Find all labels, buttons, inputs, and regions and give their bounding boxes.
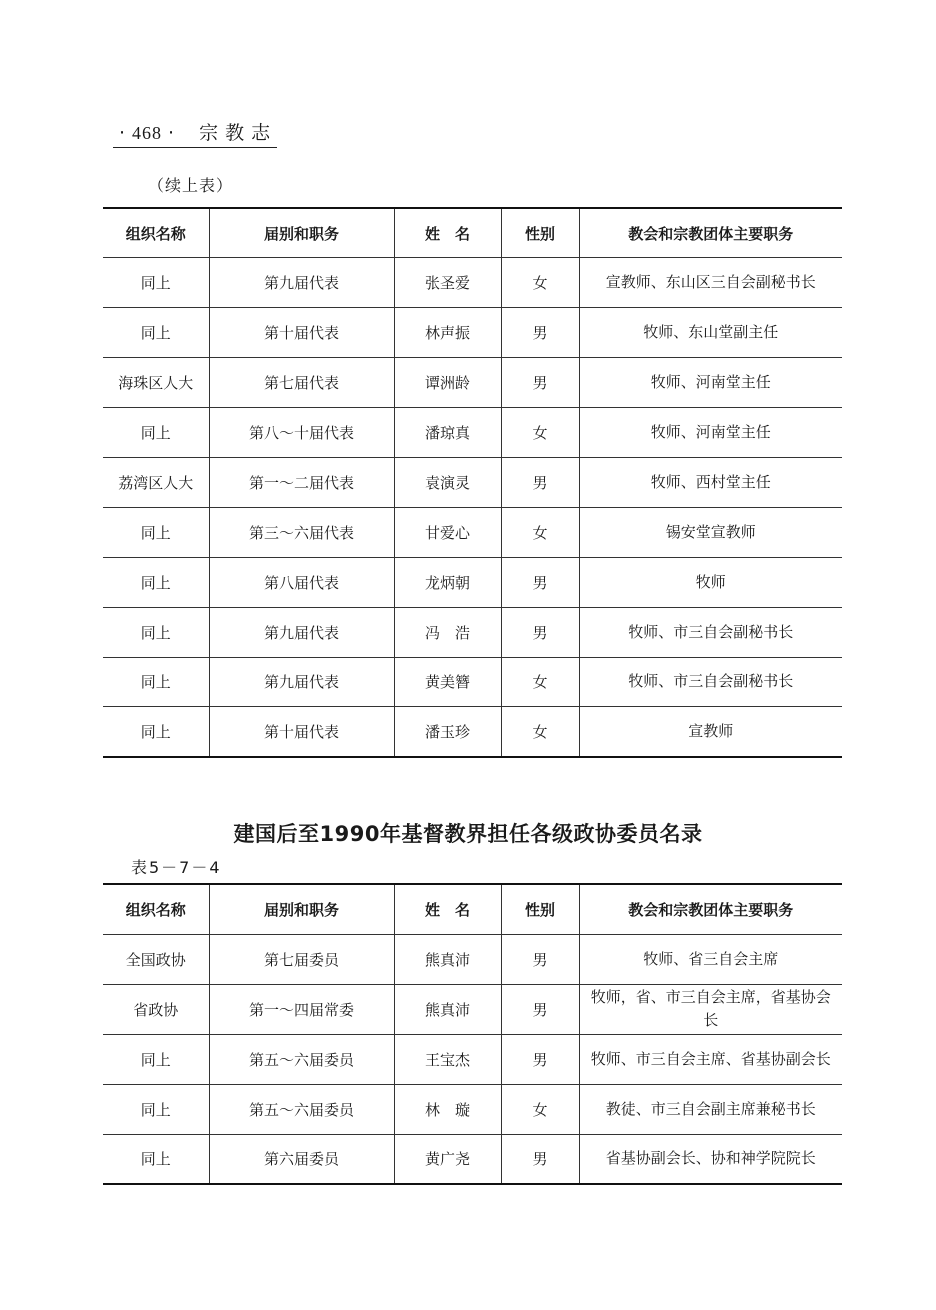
cell-duty: 牧师、西村堂主任 <box>579 457 842 507</box>
col-term-header: 届别和职务 <box>209 208 394 258</box>
col-duty-header: 教会和宗教团体主要职务 <box>579 208 842 258</box>
cell-duty: 牧师，省、市三自会主席，省基协会长 <box>579 984 842 1034</box>
cell-gender: 女 <box>501 707 579 757</box>
table-header-row <box>103 208 842 258</box>
table-row <box>103 557 842 607</box>
cell-duty: 牧师 <box>579 557 842 607</box>
cell-gender: 男 <box>501 1134 579 1184</box>
cell-org: 省政协 <box>103 984 209 1034</box>
table-row <box>103 1134 842 1184</box>
table-row <box>103 507 842 557</box>
table-row <box>103 707 842 757</box>
cell-org: 同上 <box>103 1034 209 1084</box>
cell-term: 第六届委员 <box>209 1134 394 1184</box>
continued-note: （续上表） <box>148 176 234 195</box>
table-row <box>103 457 842 507</box>
cell-gender: 女 <box>501 657 579 707</box>
cell-gender: 男 <box>501 607 579 657</box>
col-gender-header: 性别 <box>501 884 579 934</box>
col-name-header: 姓 名 <box>394 208 501 258</box>
cell-name: 黄美簪 <box>394 657 501 707</box>
cell-term: 第八届代表 <box>209 557 394 607</box>
cell-duty: 牧师、东山堂副主任 <box>579 308 842 358</box>
cell-term: 第五～六届委员 <box>209 1084 394 1134</box>
col-duty-header: 教会和宗教团体主要职务 <box>579 884 842 934</box>
page-header: · 468 · 宗教志 <box>113 118 277 148</box>
page-number: 468 <box>132 123 163 143</box>
cell-gender: 男 <box>501 358 579 408</box>
cell-name: 熊真沛 <box>394 984 501 1034</box>
table-row <box>103 258 842 308</box>
cell-term: 第一～四届常委 <box>209 984 394 1034</box>
cell-duty: 牧师、市三自会副秘书长 <box>579 657 842 707</box>
cell-gender: 男 <box>501 984 579 1034</box>
col-name-header: 姓 名 <box>394 884 501 934</box>
cell-name: 潘琼真 <box>394 408 501 458</box>
col-org-header: 组织名称 <box>103 208 209 258</box>
cell-org: 同上 <box>103 408 209 458</box>
cell-org: 同上 <box>103 507 209 557</box>
cell-name: 龙炳朝 <box>394 557 501 607</box>
book-title: 宗教志 <box>199 122 278 144</box>
cell-org: 荔湾区人大 <box>103 457 209 507</box>
cell-name: 袁演灵 <box>394 457 501 507</box>
cell-term: 第九届代表 <box>209 607 394 657</box>
cell-name: 熊真沛 <box>394 934 501 984</box>
cell-duty: 宣教师、东山区三自会副秘书长 <box>579 258 842 308</box>
cell-duty: 教徒、市三自会副主席兼秘书长 <box>579 1084 842 1134</box>
cell-term: 第七届委员 <box>209 934 394 984</box>
cell-term: 第七届代表 <box>209 358 394 408</box>
cell-duty: 牧师、市三自会副秘书长 <box>579 607 842 657</box>
cell-org: 全国政协 <box>103 934 209 984</box>
col-term-header: 届别和职务 <box>209 884 394 934</box>
cell-name: 林 璇 <box>394 1084 501 1134</box>
cppcc-members-table <box>103 883 842 1185</box>
cell-org: 同上 <box>103 1134 209 1184</box>
cell-name: 林声振 <box>394 308 501 358</box>
table-header-row <box>103 884 842 934</box>
table-row <box>103 984 842 1034</box>
cell-org: 同上 <box>103 308 209 358</box>
table-row <box>103 1084 842 1134</box>
delegates-table <box>103 207 842 758</box>
table-row <box>103 934 842 984</box>
cell-name: 张圣爱 <box>394 258 501 308</box>
cell-duty: 锡安堂宣教师 <box>579 507 842 557</box>
cell-org: 同上 <box>103 557 209 607</box>
cell-duty: 宣教师 <box>579 707 842 757</box>
cell-term: 第九届代表 <box>209 258 394 308</box>
cell-gender: 女 <box>501 507 579 557</box>
cell-term: 第十届代表 <box>209 308 394 358</box>
cell-gender: 女 <box>501 408 579 458</box>
cell-gender: 男 <box>501 557 579 607</box>
cell-term: 第八～十届代表 <box>209 408 394 458</box>
cell-name: 谭洲龄 <box>394 358 501 408</box>
cell-term: 第五～六届委员 <box>209 1034 394 1084</box>
cell-name: 甘爱心 <box>394 507 501 557</box>
col-gender-header: 性别 <box>501 208 579 258</box>
cell-duty: 牧师、河南堂主任 <box>579 408 842 458</box>
table-row <box>103 358 842 408</box>
cell-duty: 省基协副会长、协和神学院院长 <box>579 1134 842 1184</box>
cell-org: 同上 <box>103 707 209 757</box>
cell-name: 潘玉珍 <box>394 707 501 757</box>
cell-duty: 牧师、省三自会主席 <box>579 934 842 984</box>
cell-gender: 男 <box>501 457 579 507</box>
cell-term: 第一～二届代表 <box>209 457 394 507</box>
col-org-header: 组织名称 <box>103 884 209 934</box>
cell-gender: 女 <box>501 258 579 308</box>
cell-org: 同上 <box>103 258 209 308</box>
cell-name: 黄广尧 <box>394 1134 501 1184</box>
cell-duty: 牧师、河南堂主任 <box>579 358 842 408</box>
cell-duty: 牧师、市三自会主席、省基协副会长 <box>579 1034 842 1084</box>
cell-org: 同上 <box>103 1084 209 1134</box>
cell-term: 第九届代表 <box>209 657 394 707</box>
table-row <box>103 607 842 657</box>
table-row <box>103 308 842 358</box>
cell-term: 第十届代表 <box>209 707 394 757</box>
cell-name: 冯 浩 <box>394 607 501 657</box>
cell-gender: 女 <box>501 1084 579 1134</box>
cell-org: 海珠区人大 <box>103 358 209 408</box>
cell-gender: 男 <box>501 308 579 358</box>
table-row <box>103 408 842 458</box>
table-row <box>103 1034 842 1084</box>
table-row <box>103 657 842 707</box>
table-title: 建国后至1990年基督教界担任各级政协委员名录 <box>233 822 703 846</box>
cell-name: 王宝杰 <box>394 1034 501 1084</box>
cell-gender: 男 <box>501 1034 579 1084</box>
cell-org: 同上 <box>103 607 209 657</box>
table-label: 表5－7－4 <box>131 858 222 877</box>
cell-gender: 男 <box>501 934 579 984</box>
cell-term: 第三～六届代表 <box>209 507 394 557</box>
cell-org: 同上 <box>103 657 209 707</box>
